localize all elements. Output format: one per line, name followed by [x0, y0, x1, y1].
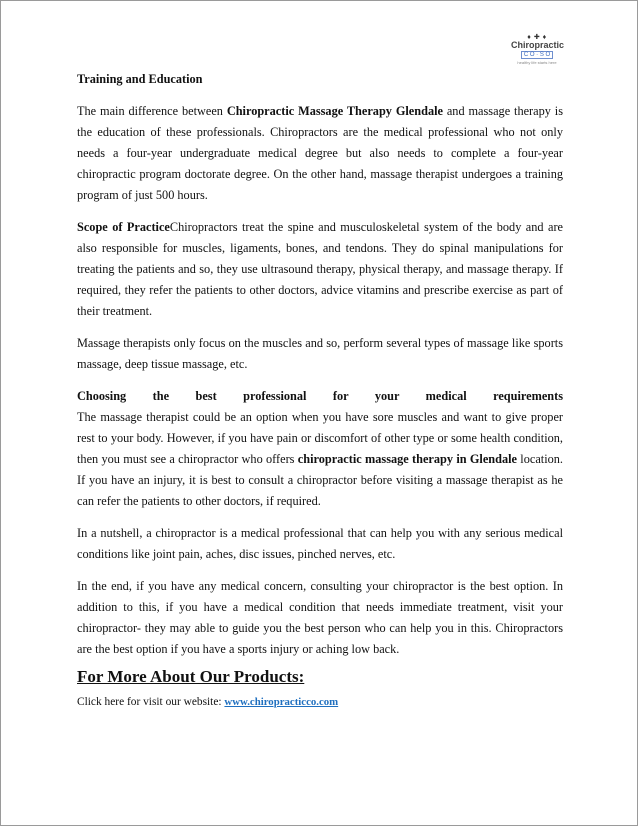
massage-paragraph: Massage therapists only focus on the muscles and so, perform several types of massage like sports massage, deep tissue massage, etc. [77, 336, 563, 371]
logo-mark-icon: ♦ ✚ ♦ [527, 34, 547, 41]
scope-text: Chiropractors treat the spine and musculoskeletal system of the body and are also responsible for muscles, ligaments, bones, and tendons. They do spinal manipulations for treating the patients and so, they use ultrasound therapy, physical therapy, and massage therapy. If required, they refer the patients to other doctors, advice vitamins and prescribe exercise as part of their treatment. [77, 220, 563, 318]
scope-heading: Scope of Practice [77, 220, 170, 234]
choosing-keyword: chiropractic massage therapy in Glendale [297, 452, 518, 466]
training-text-a: The main difference between [77, 104, 227, 118]
document-body [77, 69, 563, 710]
choosing-heading: Choosing the best professional for your medical requirements [77, 389, 563, 403]
training-text-c: and massage therapy is the education of these professionals. Chiropractors are the medical professional who not only needs a four-year undergraduate medical degree but also needs to complete a four-year chiropractic program doctorate degree. On the other hand, massage therapist undergoes a training program of just 500 hours. [77, 104, 563, 202]
choosing-paragraph [77, 407, 563, 512]
training-paragraph [77, 101, 563, 206]
logo-subtitle: C O · S O [521, 51, 553, 59]
logo-name: Chiropractic [511, 40, 565, 50]
company-logo [511, 34, 563, 70]
training-keyword: Chiropractic Massage Therapy Glendale [226, 104, 443, 118]
choosing-text-a: The massage therapist could be an option when you have sore muscles and want to give proper rest to your body. However, if you have pain or discomfort of other type or some health condition, then you must see a chiropractor who offers [77, 410, 563, 466]
nutshell-paragraph: In a nutshell, a chiropractor is a medical professional that can help you with any serious medical conditions like joint pain, aches, disc issues, pinched nerves, etc. [77, 526, 563, 561]
more-products-heading: For More About Our Products: [77, 667, 305, 686]
website-link[interactable]: www.chiropracticco.com [224, 696, 339, 708]
scope-paragraph [77, 217, 563, 322]
training-heading: Training and Education [77, 72, 203, 86]
choosing-text-c: location. If you have an injury, it is best to consult a chiropractor before visiting a massage therapist as he can refer the patients to other doctors, if required. [77, 452, 563, 508]
logo-tagline: healthy life starts here [517, 60, 557, 65]
visit-line [77, 694, 563, 710]
end-paragraph: In the end, if you have any medical concern, consulting your chiropractor is the best option. In addition to this, if you have a medical condition that needs immediate treatment, visit your chiropractor- they may able to guide you the best person who can help you in this. Chiropractors are the best option if you have a sports injury or aching low back. [77, 579, 563, 656]
visit-text: Click here for visit our website: [77, 696, 225, 708]
